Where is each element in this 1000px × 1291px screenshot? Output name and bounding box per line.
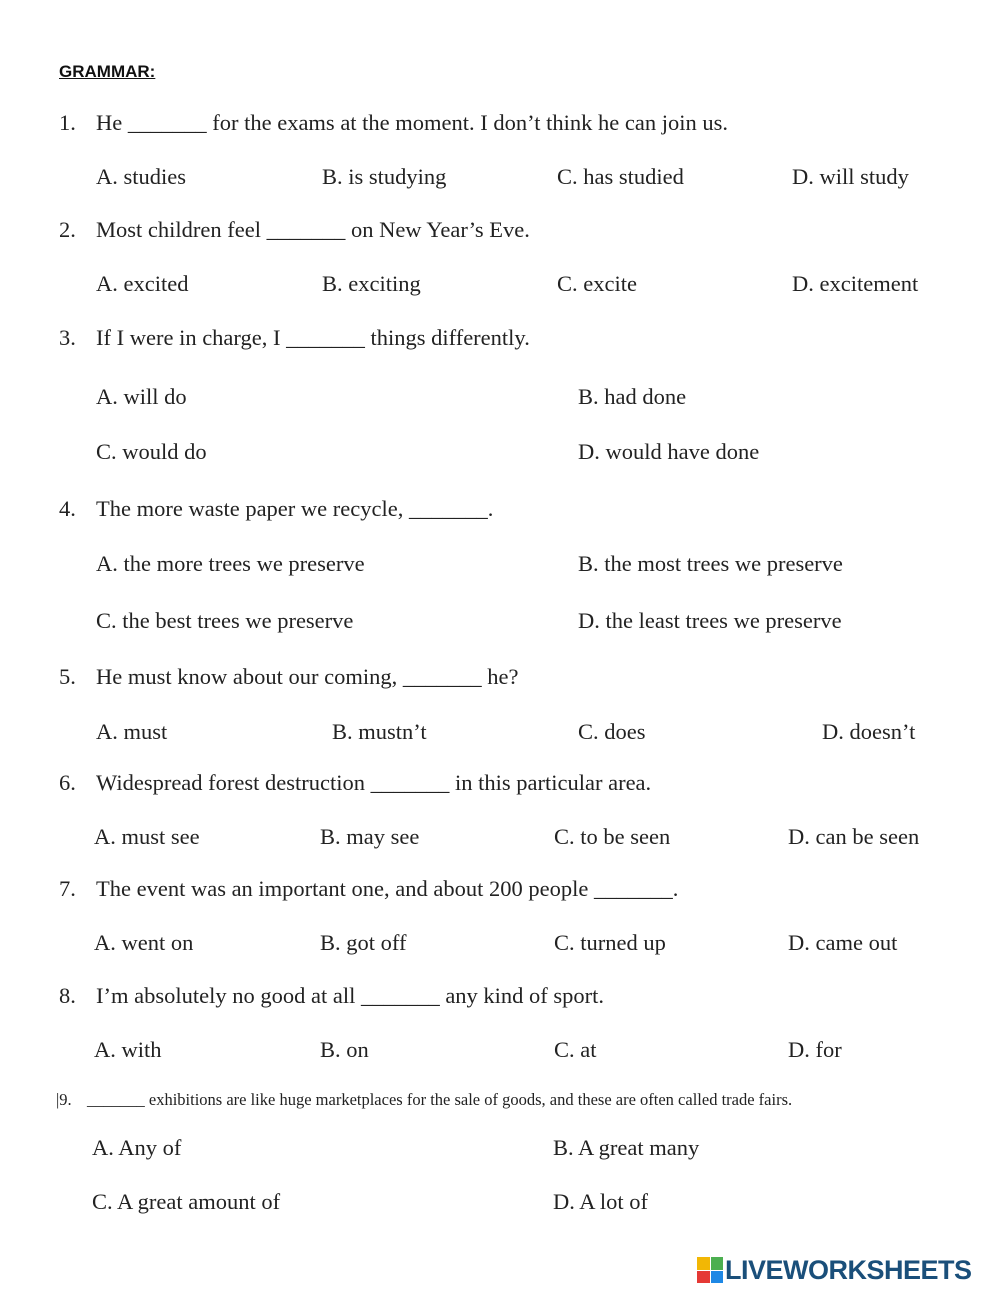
q2-option-a[interactable]: A. excited <box>96 271 189 296</box>
q6-option-a[interactable]: A. must see <box>94 824 200 849</box>
q4-option-d[interactable]: D. the least trees we preserve <box>578 608 842 633</box>
page-heading: GRAMMAR: <box>59 62 156 81</box>
question-3 <box>59 325 530 351</box>
question-number: 6. <box>59 770 76 795</box>
q2-option-d[interactable]: D. excitement <box>792 271 919 296</box>
question-text: If I were in charge, I _______ things differently. <box>96 325 530 350</box>
q3-option-b[interactable]: B. had done <box>578 384 687 409</box>
q6-option-d[interactable]: D. can be seen <box>788 824 920 849</box>
q5-option-a[interactable]: A. must <box>96 719 168 744</box>
q4-option-a[interactable]: A. the more trees we preserve <box>96 551 365 576</box>
question-text: _______ exhibitions are like huge marketplaces for the sale of goods, and these are often called trade fairs. <box>87 1090 793 1109</box>
question-number: 5. <box>59 664 76 689</box>
q5-option-c[interactable]: C. does <box>578 719 646 744</box>
question-text: The event was an important one, and about 200 people _______. <box>96 876 679 901</box>
question-number: 2. <box>59 217 76 242</box>
question-8 <box>59 983 604 1009</box>
question-2 <box>59 217 530 243</box>
q5-option-b[interactable]: B. mustn’t <box>332 719 427 744</box>
question-number: 1. <box>59 110 76 135</box>
q7-option-c[interactable]: C. turned up <box>554 930 666 955</box>
liveworksheets-icon <box>697 1257 723 1283</box>
q4-option-b[interactable]: B. the most trees we preserve <box>578 551 843 576</box>
q6-option-b[interactable]: B. may see <box>320 824 420 849</box>
q7-option-d[interactable]: D. came out <box>788 930 898 955</box>
question-number: 3. <box>59 325 76 350</box>
question-number: |9. <box>56 1090 72 1109</box>
question-number: 8. <box>59 983 76 1008</box>
question-text: He must know about our coming, _______ he? <box>96 664 519 689</box>
question-text: Most children feel _______ on New Year’s Eve. <box>96 217 530 242</box>
q9-option-b[interactable]: B. A great many <box>553 1135 700 1160</box>
q8-option-b[interactable]: B. on <box>320 1037 369 1062</box>
q7-option-a[interactable]: A. went on <box>94 930 194 955</box>
q4-option-c[interactable]: C. the best trees we preserve <box>96 608 354 633</box>
q7-option-b[interactable]: B. got off <box>320 930 407 955</box>
q5-option-d[interactable]: D. doesn’t <box>822 719 916 744</box>
question-7 <box>59 876 678 902</box>
q8-option-c[interactable]: C. at <box>554 1037 597 1062</box>
q8-option-a[interactable]: A. with <box>94 1037 162 1062</box>
question-4 <box>59 496 493 522</box>
q2-option-b[interactable]: B. exciting <box>322 271 421 296</box>
q8-option-d[interactable]: D. for <box>788 1037 842 1062</box>
q3-option-a[interactable]: A. will do <box>96 384 187 409</box>
q3-option-c[interactable]: C. would do <box>96 439 207 464</box>
question-text: The more waste paper we recycle, _______. <box>96 496 494 521</box>
question-text: He _______ for the exams at the moment. I don’t think he can join us. <box>96 110 728 135</box>
question-1 <box>59 110 728 136</box>
q6-option-c[interactable]: C. to be seen <box>554 824 671 849</box>
question-number: 4. <box>59 496 76 521</box>
question-text: I’m absolutely no good at all _______ any kind of sport. <box>96 983 605 1008</box>
question-6 <box>59 770 651 796</box>
q9-option-c[interactable]: C. A great amount of <box>92 1189 281 1214</box>
q1-option-d[interactable]: D. will study <box>792 164 909 189</box>
question-5 <box>59 664 518 690</box>
brand-logo <box>697 1255 972 1285</box>
brand-name: LIVEWORKSHEETS <box>725 1254 972 1285</box>
q1-option-c[interactable]: C. has studied <box>557 164 684 189</box>
q2-option-c[interactable]: C. excite <box>557 271 637 296</box>
question-9 <box>56 1087 792 1113</box>
q3-option-d[interactable]: D. would have done <box>578 439 760 464</box>
question-text: Widespread forest destruction _______ in this particular area. <box>96 770 652 795</box>
q9-option-d[interactable]: D. A lot of <box>553 1189 649 1214</box>
q9-option-a[interactable]: A. Any of <box>92 1135 182 1160</box>
question-number: 7. <box>59 876 76 901</box>
q1-option-a[interactable]: A. studies <box>96 164 186 189</box>
q1-option-b[interactable]: B. is studying <box>322 164 447 189</box>
